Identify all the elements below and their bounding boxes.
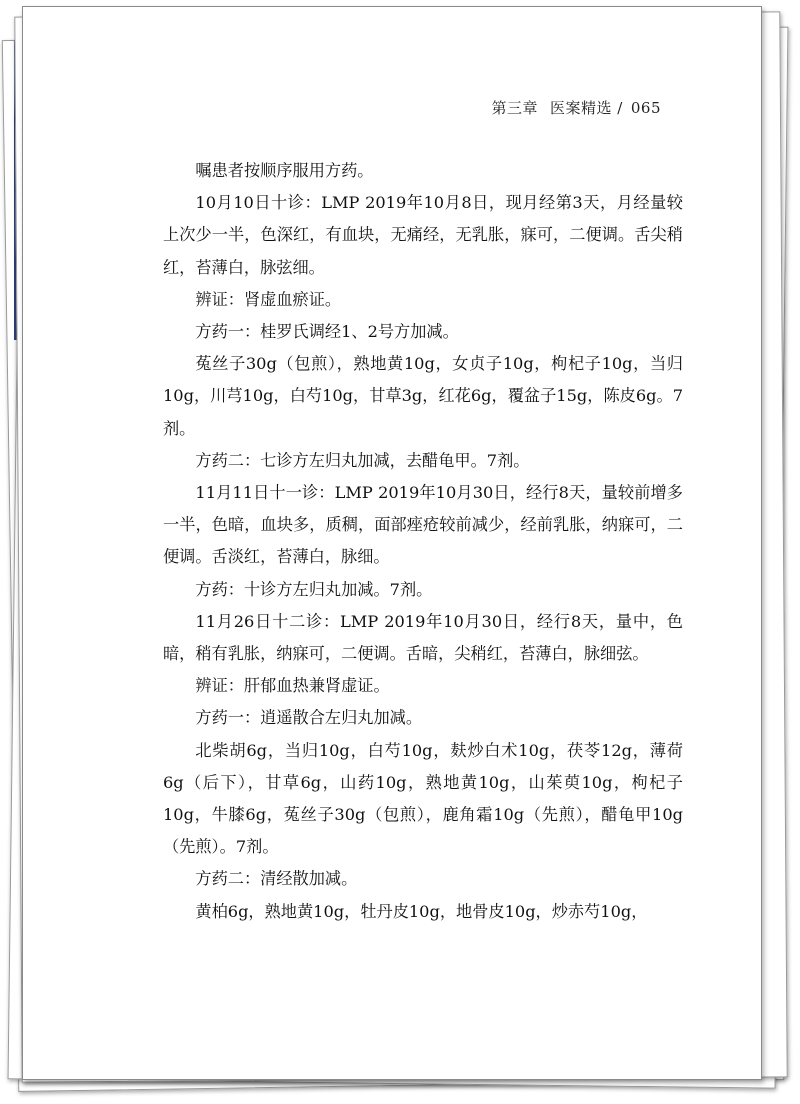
chapter-label: 第三章	[491, 99, 539, 117]
section-title: 医案精选 /	[550, 99, 623, 117]
paragraph: 方药一：逍遥散合左归丸加减。	[195, 708, 423, 728]
paragraph: 嘱患者按顺序服用方药。	[195, 161, 374, 180]
body-text	[163, 155, 683, 928]
paragraph: 11月11日十一诊：LMP 2019年10月30日，经行8天，量较前增多一半，色暗，血块多，质稠，面部痤疮较前减少，经前乳胀，纳寐可，二便调。舌淡红，苔薄白，脉细。	[163, 483, 683, 567]
paragraph: 10月10日十诊：LMP 2019年10月8日，现月经第3天，月经量较上次少一半，色深红，有血块，无痛经，无乳胀，寐可，二便调。舌尖稍红，苔薄白，脉弦细。	[163, 193, 683, 277]
paragraph: 菟丝子30g（包煎），熟地黄10g，女贞子10g，枸杞子10g，当归10g，川芎10g，白芍10g，甘草3g，红花6g，覆盆子15g，陈皮6g。7剂。	[163, 354, 683, 438]
paragraph: 方药二：清经散加减。	[195, 869, 358, 889]
running-header	[492, 97, 661, 118]
paragraph: 辨证：肾虚血瘀证。	[195, 289, 342, 309]
paragraph: 黄柏6g，熟地黄10g，牡丹皮10g，地骨皮10g，炒赤芍10g，	[195, 901, 648, 921]
paragraph: 方药一：桂罗氏调经1、2号方加减。	[195, 322, 459, 342]
page-number: 065	[630, 99, 661, 117]
paragraph: 北柴胡6g，当归10g，白芍10g，麸炒白术10g，茯苓12g，薄荷6g（后下），甘草6g，山药10g，熟地黄10g，山茱萸10g，枸杞子10g，牛膝6g，菟丝子30g（包煎），鹿角霜10g（先煎），醋龟甲10g（先煎）。7剂。	[163, 740, 683, 857]
paragraph: 11月26日十二诊：LMP 2019年10月30日，经行8天，量中，色暗，稍有乳胀，纳寐可，二便调。舌暗，尖稍红，苔薄白，脉细弦。	[163, 611, 683, 664]
paragraph: 辨证：肝郁血热兼肾虚证。	[195, 676, 390, 696]
book-page	[22, 6, 762, 1080]
paragraph: 方药二：七诊方左归丸加减，去醋龟甲。7剂。	[195, 450, 530, 470]
paragraph: 方药：十诊方左归丸加减。7剂。	[195, 579, 433, 599]
